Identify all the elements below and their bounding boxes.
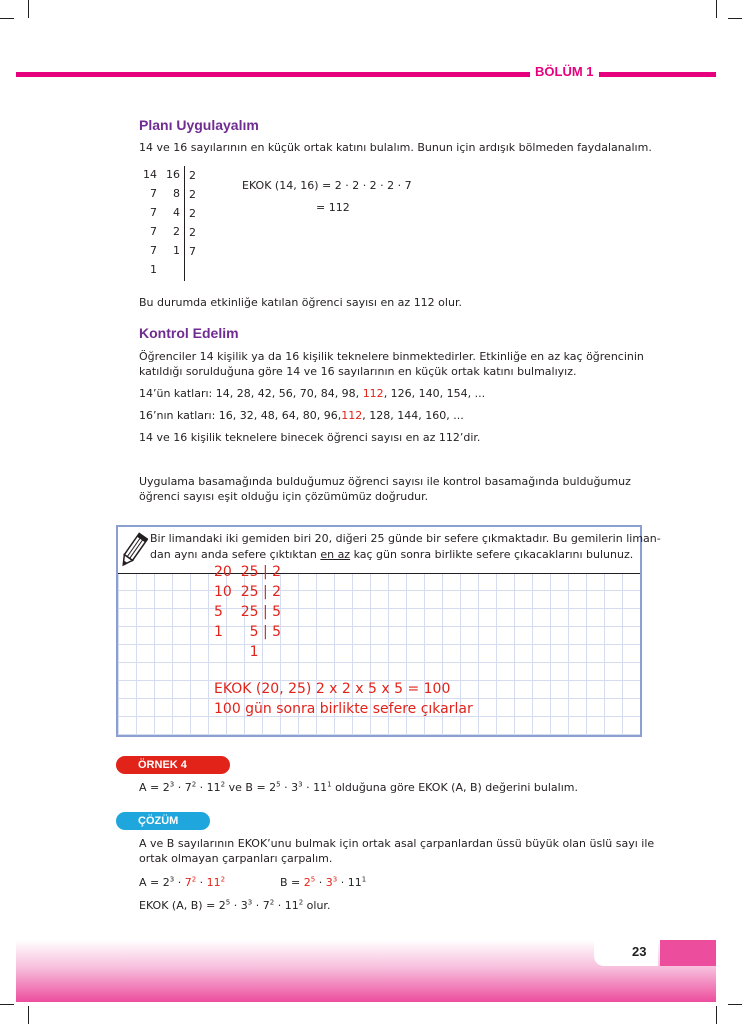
crop-mark [716,1006,717,1024]
multiples-16: 16’nın katları: 16, 32, 48, 64, 80, 96,112, 128, 144, 160, ... [139,409,464,422]
div-divisor: 2 [189,169,196,182]
crop-mark [728,18,742,19]
header-bar [16,72,716,77]
handwritten-answer: EKOK (20, 25) 2 x 2 x 5 x 5 = 100 [214,681,451,697]
crop-mark [0,1004,14,1005]
boats-statement: 14 ve 16 kişilik teknelere binecek öğrenci sayısı en az 112’dir. [139,431,481,444]
div-b: 2 [173,225,180,238]
handwritten-division-row: 5 25 | 5 [214,604,282,620]
a-factorization: $A = 2^3 \cdot 7^2 \cdot 11^2$ [139,875,226,889]
div-divisor: 2 [189,226,196,239]
handwritten-division-row: 20 25 | 2 [214,564,282,580]
exercise-prompt-area [118,527,661,574]
div-divisor: 2 [189,207,196,220]
handwritten-division-row: 1 5 | 5 [214,624,282,640]
page-number: 23 [632,944,647,959]
example-question: $A = 2^3 \cdot 7^2 \cdot 11^2$ ve $B = 2^5 \cdot 3^3 \cdot 11^1$ olduğuna göre EKOK (A, B) değerini bulalım. [139,780,578,794]
solution-badge: ÇÖZÜM [116,812,210,830]
division-line [184,166,185,281]
div-a: 7 [150,244,157,257]
exercise-text-line: Bir limandaki iki gemiden biri 20, diğeri 25 günde bir sefere çıkmaktadır. Bu gemilerin liman- [150,532,661,545]
chapter-label: BÖLÜM 1 [530,64,599,79]
crop-mark [28,0,29,18]
div-a: 7 [150,206,157,219]
ekok-line-1: EKOK (14, 16) = 2 · 2 · 2 · 2 · 7 [242,179,412,192]
solution-text-line: ortak olmayan çarpanları çarpalım. [139,852,333,865]
div-b: 1 [173,244,180,257]
div-a: 7 [150,187,157,200]
handwritten-division-row: 1 [214,644,259,660]
control-paragraph-line: katıldığı sorulduğuna göre 14 ve 16 sayılarının en küçük ortak katını bulmalıyız. [139,365,577,378]
verification-line: öğrenci sayısı eşit olduğu için çözümümüz doğrudur. [139,490,429,503]
div-a: 7 [150,225,157,238]
crop-mark [28,1006,29,1024]
ekok-line-2: = 112 [316,201,350,214]
exercise-grid-box [116,525,661,737]
crop-mark [0,18,14,19]
page-number-tab [594,940,658,966]
div-b: 4 [173,206,180,219]
div-b: 16 [166,168,180,181]
div-b: 8 [173,187,180,200]
verification-line: Uygulama basamağında bulduğumuz öğrenci sayısı ile kontrol basamağında bulduğumuz [139,475,631,488]
handwritten-division-row: 10 25 | 2 [214,584,282,600]
div-divisor: 2 [189,188,196,201]
pencil-icon [118,531,148,571]
div-a: 14 [143,168,157,181]
plan-heading: Planı Uygulayalım [139,117,259,133]
example-badge: ÖRNEK 4 [116,756,230,774]
highlight-112: 112 [341,409,363,422]
multiples-14: 14’ün katları: 14, 28, 42, 56, 70, 84, 98, 112, 126, 140, 154, ... [139,387,486,400]
crop-mark [728,1004,742,1005]
underlined-en-az: en az [320,548,351,561]
crop-mark [716,0,717,18]
control-paragraph-line: Öğrenciler 14 kişilik ya da 16 kişilik teknelere binmektedirler. Etkinliğe en az kaç öğrencinin [139,350,644,363]
b-factorization: $B = 2^5 \cdot 3^3 \cdot 11^1$ [280,875,367,889]
ekok-result: EKOK (A, $B) = 2^5 \cdot 3^3 \cdot 7^2 \cdot 11^2$ olur. [139,898,331,912]
plan-intro: 14 ve 16 sayılarının en küçük ortak katını bulalım. Bunun için ardışık bölmeden faydalanalım. [139,141,652,154]
div-a: 1 [150,263,157,276]
control-heading: Kontrol Edelim [139,325,239,341]
highlight-112: 112 [362,387,384,400]
solution-text-line: A ve B sayılarının EKOK’unu bulmak için ortak asal çarpanlardan üssü büyük olan üslü sayı ile [139,837,655,850]
exercise-text-line: dan aynı anda sefere çıktıktan en az kaç gün sonra birlikte sefere çıkacaklarını bulunuz. [150,548,634,561]
page-number-accent [660,940,716,966]
handwritten-answer: 100 gün sonra birlikte sefere çıkarlar [214,701,473,717]
plan-conclusion: Bu durumda etkinliğe katılan öğrenci sayısı en az 112 olur. [139,296,462,309]
div-divisor: 7 [189,245,196,258]
